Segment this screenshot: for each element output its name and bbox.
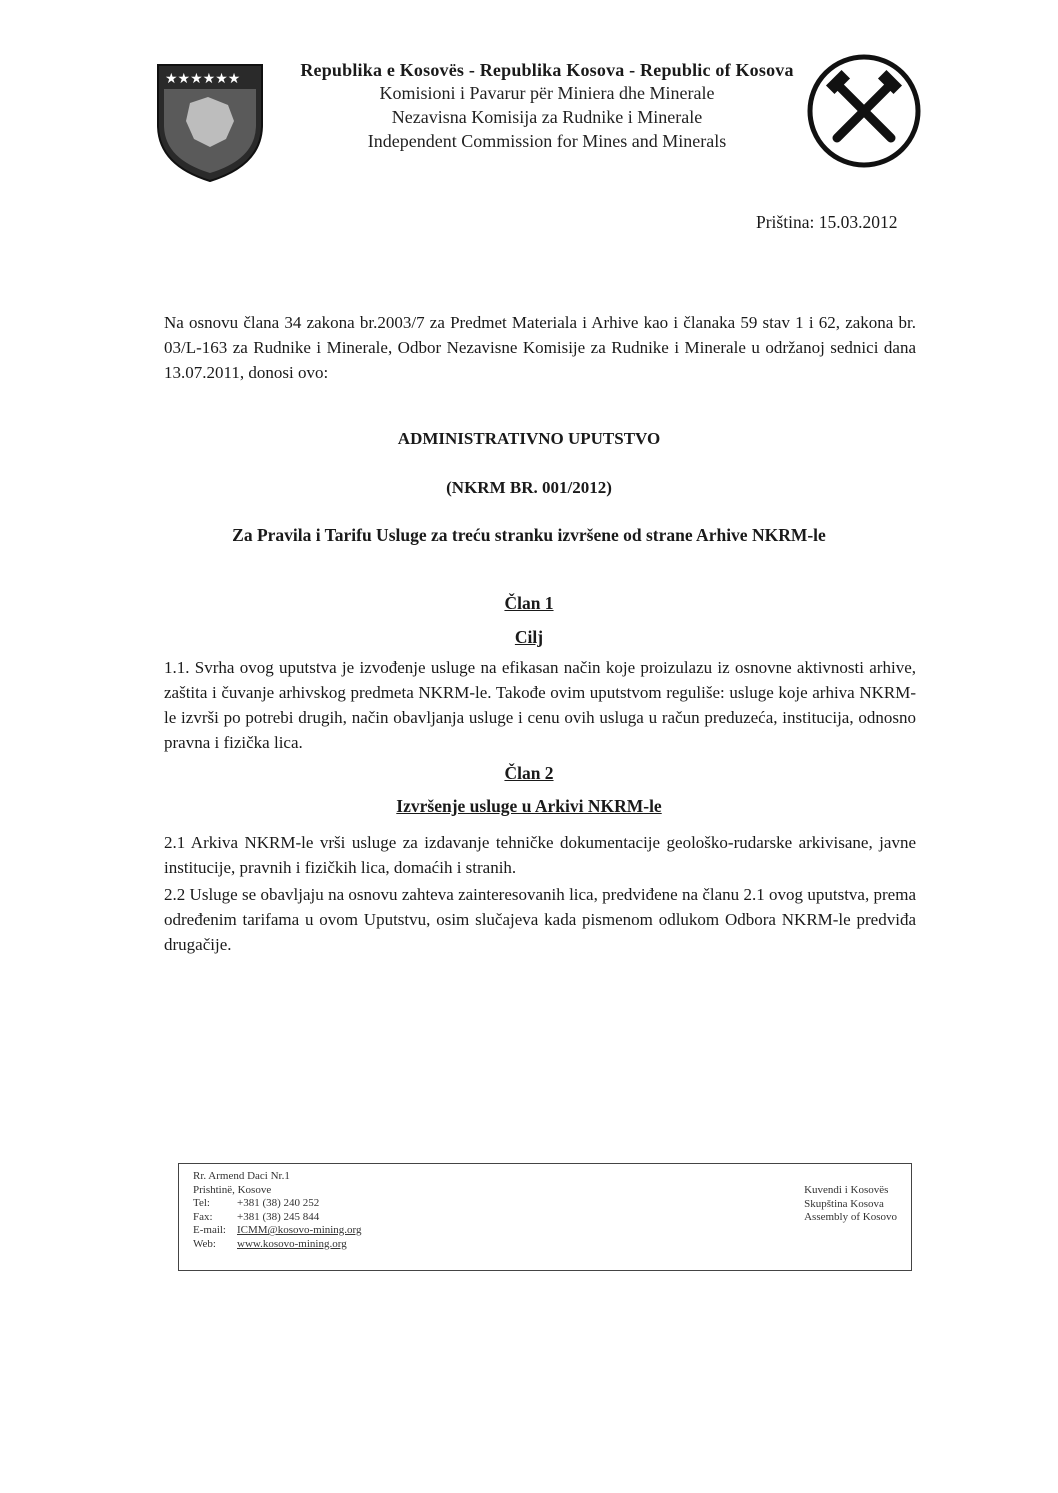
assembly-names (804, 1184, 897, 1225)
web-label: Web: (193, 1237, 216, 1250)
kosovo-coat-of-arms-logo (150, 55, 270, 185)
article-1-paragraph: 1.1. Svrha ovog uputstva je izvođenje usluge na efikasan način koje proizulazu iz osnovne aktivnosti arhive, zaštita i čuvanje arhivskog predmeta NKRM-le. Takođe ovim uputstvom reguliše: usluge koje arhiva NKRM-le izvrši po potrebi drugih, način obavljanja usluge i cenu ovih usluga u račun preduzeća, institucija, odnosno pravna i fizička lica. (164, 658, 916, 752)
article-2-paragraph-1: 2.1 Arkiva NKRM-le vrši usluge za izdavanje tehničke dokumentacije geološko-rudarske arkivisane, javne institucije, pravnih i fizičkih lica, domaćih i stranih. (164, 833, 916, 877)
commission-name-en: Independent Commission for Mines and Minerals (367, 131, 727, 151)
document-subject: Za Pravila i Tarifu Usluge za treću stranku izvršene od strane Arhive NKRM-le (232, 525, 826, 545)
address-street: Rr. Armend Daci Nr.1 (193, 1170, 290, 1182)
address-city: Prishtinë, Kosove (193, 1183, 272, 1196)
email-label: E-mail: (193, 1224, 226, 1236)
document-number: (NKRM BR. 001/2012) (446, 478, 612, 497)
web-link[interactable]: www.kosovo-mining.org (237, 1237, 347, 1250)
tel-label: Tel: (193, 1197, 210, 1209)
assembly-sq: Kuvendi i Kosovës (804, 1184, 889, 1196)
letterhead (277, 60, 817, 153)
article-1-subtitle: Cilj (514, 627, 544, 647)
assembly-sr: Skupština Kosova (804, 1197, 884, 1210)
assembly-en: Assembly of Kosovo (804, 1211, 897, 1223)
article-1-heading: Član 1 (504, 593, 554, 613)
svg-text:★★★★★★: ★★★★★★ (165, 71, 241, 87)
contact-details (193, 1170, 362, 1251)
article-2-subtitle: Izvršenje usluge u Arkivi NKRM-le (396, 796, 662, 816)
republic-title: Republika e Kosovës - Republika Kosova - Republic of Kosova (300, 60, 794, 80)
preamble: Na osnovu člana 34 zakona br.2003/7 za Predmet Materiala i Arhive kao i članaka 59 stav 1 i 62, zakona br. 03/L-163 za Rudnike i Minerale, Odbor Nezavisne Komisije za Rudnike i Minerale u održanoj sednici dana 13.07.2011, donosi ovo: (164, 313, 916, 382)
article-2-paragraph-2: 2.2 Usluge se obavljaju na osnovu zahteva zainteresovanih lica, predviđene na članu 2.1 ovog uputstva, prema određenim tarifama u ovom Uputstvu, osim slučajeva kada pismenom odlukom Odbora NKRM-le predviđa drugačije. (164, 885, 916, 954)
crossed-hammers-icon (805, 52, 923, 170)
document-title: ADMINISTRATIVNO UPUTSTVO (397, 429, 661, 448)
tel-value: +381 (38) 240 252 (237, 1197, 320, 1209)
commission-name-sq: Komisioni i Pavarur për Miniera dhe Minerale (379, 83, 715, 103)
article-2-heading: Član 2 (504, 763, 554, 783)
footer-contact-box (178, 1163, 912, 1271)
email-link[interactable]: ICMM@kosovo-mining.org (237, 1224, 362, 1236)
document-date: Priština: 15.03.2012 (756, 212, 898, 232)
fax-value: +381 (38) 245 844 (237, 1210, 320, 1223)
commission-name-sr: Nezavisna Komisija za Rudnike i Minerale (391, 107, 703, 127)
fax-label: Fax: (193, 1210, 213, 1223)
